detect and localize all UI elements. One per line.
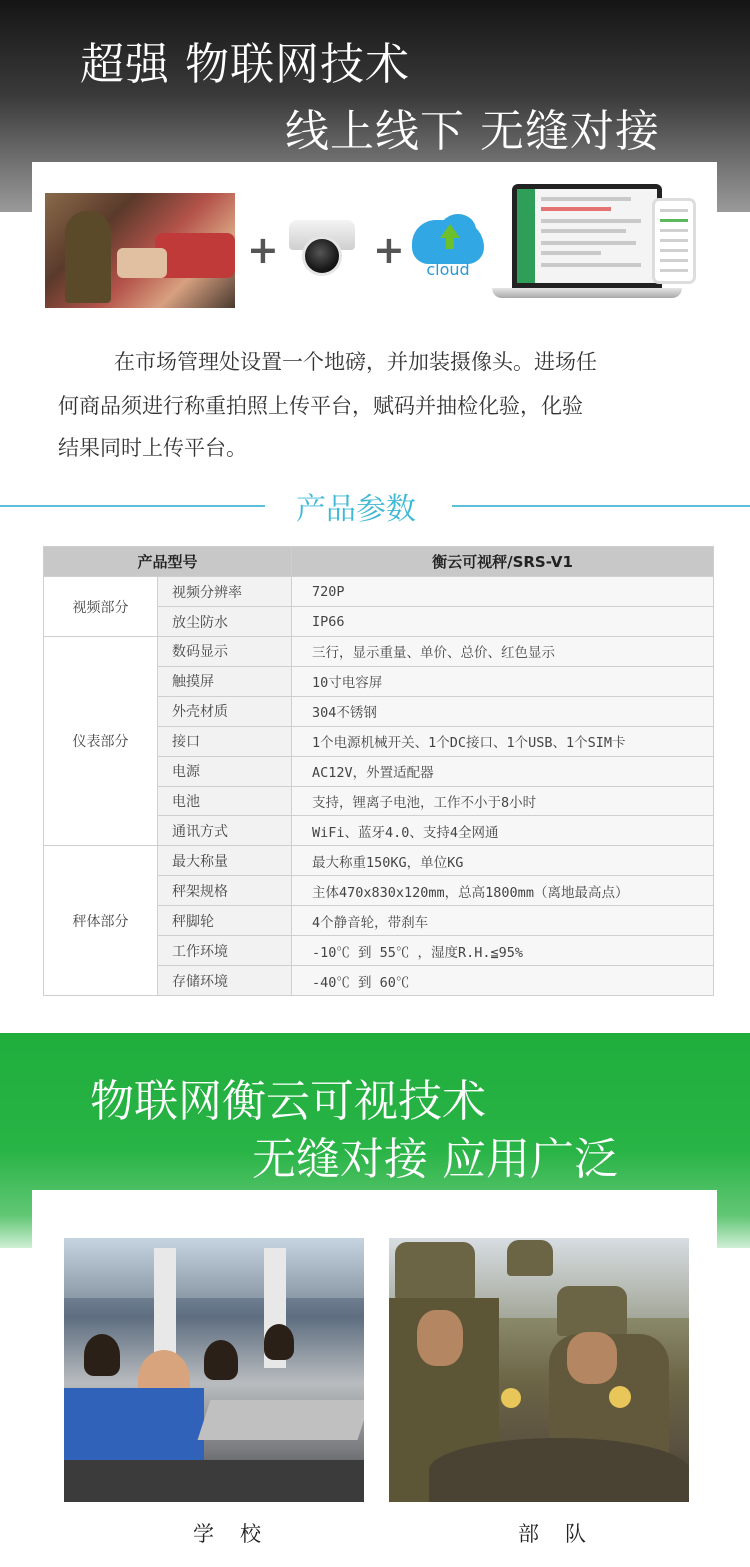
market-photo — [45, 193, 235, 308]
school-photo — [64, 1238, 364, 1502]
plus-icon: + — [373, 228, 405, 272]
row-label: 电池 — [158, 786, 292, 816]
row-label: 工作环境 — [158, 936, 292, 966]
section-divider-right — [452, 505, 750, 507]
section-title: 产品参数 — [296, 492, 416, 527]
table-header-row — [44, 547, 714, 577]
group-video: 视频部分 — [44, 577, 158, 637]
camera-icon — [289, 220, 355, 278]
row-value: IP66 — [292, 607, 714, 637]
caption-school: 学校 — [193, 1522, 287, 1546]
table-row — [44, 637, 714, 667]
row-label: 视频分辨率 — [158, 577, 292, 607]
hero-title-line1: 超强 物联网技术 — [80, 39, 410, 90]
row-label: 数码显示 — [158, 637, 292, 667]
intro-line-2: 何商品须进行称重拍照上传平台，赋码并抽检化验，化验 — [58, 394, 583, 418]
row-label: 秤脚轮 — [158, 906, 292, 936]
section-divider-left — [0, 505, 265, 507]
row-label: 电源 — [158, 756, 292, 786]
table-row — [44, 577, 714, 607]
army-photo — [389, 1238, 689, 1502]
row-value: 720P — [292, 577, 714, 607]
row-value: -40℃ 到 60℃ — [292, 966, 714, 996]
row-label: 通讯方式 — [158, 816, 292, 846]
caption-army: 部队 — [518, 1522, 612, 1546]
row-value: AC12V，外置适配器 — [292, 756, 714, 786]
row-value: 主体470x830x120mm，总高1800mm（离地最高点） — [292, 876, 714, 906]
row-label: 秤架规格 — [158, 876, 292, 906]
group-scale-body: 秤体部分 — [44, 846, 158, 996]
row-label: 触摸屏 — [158, 666, 292, 696]
row-value: 304不锈钢 — [292, 696, 714, 726]
row-value: 最大称重150KG，单位KG — [292, 846, 714, 876]
row-label: 放尘防水 — [158, 607, 292, 637]
cloud-label: cloud — [426, 260, 470, 279]
phone-icon — [652, 198, 696, 284]
cloud-upload-icon — [412, 214, 484, 278]
banner2-title-line1: 物联网衡云可视技术 — [90, 1076, 486, 1127]
row-value: 1个电源机械开关、1个DC接口、1个USB、1个SIM卡 — [292, 726, 714, 756]
laptop-platform-icon — [492, 184, 682, 306]
group-instrument: 仪表部分 — [44, 637, 158, 846]
row-value: 4个静音轮，带刹车 — [292, 906, 714, 936]
iot-diagram-card — [32, 162, 717, 342]
table-row — [44, 846, 714, 876]
row-value: -10℃ 到 55℃ ，湿度R.H.≦95% — [292, 936, 714, 966]
header-model-value: 衡云可视秤/SRS-V1 — [292, 547, 714, 577]
hero-title-line2: 线上线下 无缝对接 — [285, 106, 660, 157]
plus-icon: + — [247, 228, 279, 272]
row-label: 外壳材质 — [158, 696, 292, 726]
intro-line-1: 在市场管理处设置一个地磅，并加装摄像头。进场任 — [114, 350, 597, 374]
intro-line-3: 结果同时上传平台。 — [58, 436, 247, 460]
row-value: 三行，显示重量、单价、总价、红色显示 — [292, 637, 714, 667]
row-label: 最大称量 — [158, 846, 292, 876]
row-value: 10寸电容屏 — [292, 666, 714, 696]
banner2-title-line2: 无缝对接 应用广泛 — [252, 1134, 618, 1185]
product-params-table — [43, 546, 714, 996]
row-label: 存储环境 — [158, 966, 292, 996]
row-value: WiFi、蓝牙4.0、支持4全网通 — [292, 816, 714, 846]
row-label: 接口 — [158, 726, 292, 756]
row-value: 支持，锂离子电池，工作不小于8小时 — [292, 786, 714, 816]
header-model-label: 产品型号 — [44, 547, 292, 577]
applications-card — [32, 1190, 717, 1567]
